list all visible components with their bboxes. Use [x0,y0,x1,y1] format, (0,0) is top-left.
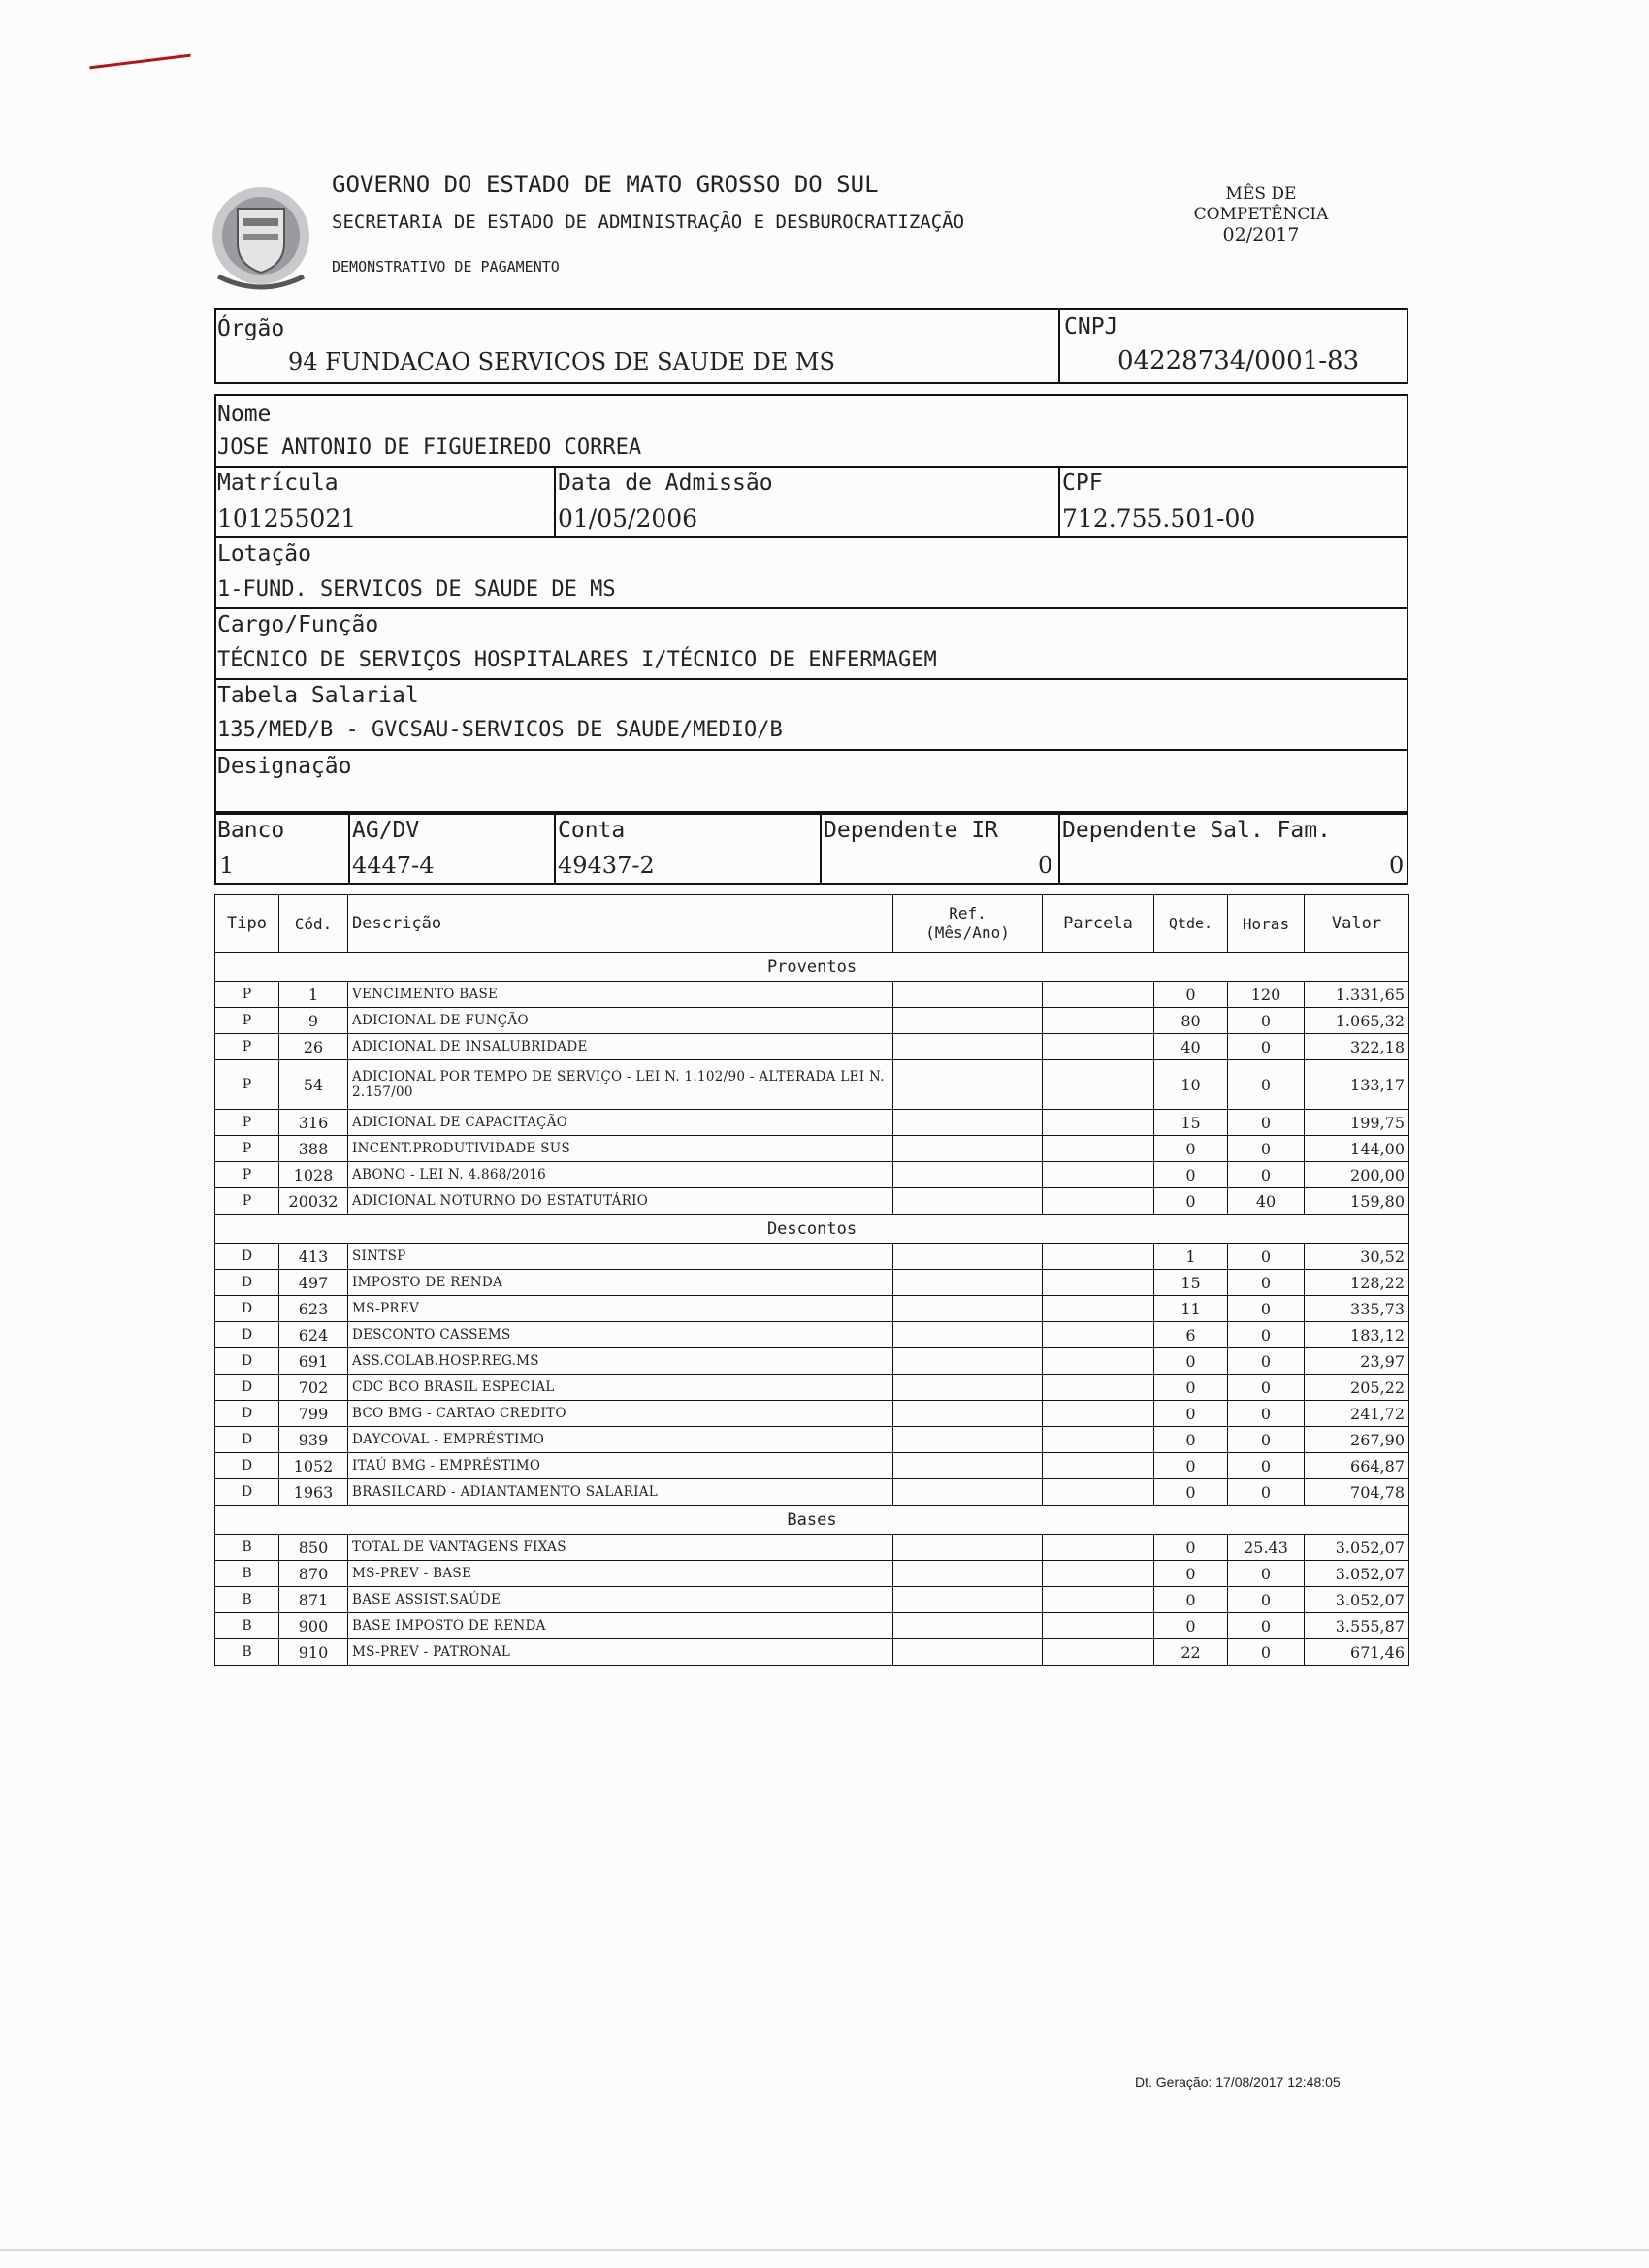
cell-qtde: 10 [1154,1060,1228,1110]
table-body [215,953,1409,1666]
table-row [215,1535,1409,1561]
cell-parcela [1043,1110,1154,1136]
cell-tipo: P [215,1110,279,1136]
cell-parcela [1043,1296,1154,1322]
cell-valor: 133,17 [1305,1060,1409,1110]
col-horas: Horas [1228,895,1305,953]
cell-valor: 200,00 [1305,1162,1409,1188]
orgao-value: 94 FUNDACAO SERVICOS DE SAUDE DE MS [288,348,835,375]
cell-valor: 671,46 [1305,1639,1409,1666]
cell-valor: 183,12 [1305,1322,1409,1348]
cell-desc: SINTSP [348,1244,893,1270]
cell-ref [893,1110,1043,1136]
cell-ref [893,1244,1043,1270]
cell-ref [893,1453,1043,1479]
col-valor: Valor [1305,895,1409,953]
cell-desc: MS-PREV - PATRONAL [348,1639,893,1666]
cell-tipo: P [215,1188,279,1215]
cell-horas: 0 [1228,1479,1305,1506]
cell-cod: 20032 [279,1188,348,1215]
nome-label: Nome [217,402,272,427]
cell-desc: MS-PREV [348,1296,893,1322]
cell-horas: 0 [1228,1348,1305,1375]
cell-valor: 23,97 [1305,1348,1409,1375]
table-row [215,1270,1409,1296]
cell-desc: ADICIONAL DE CAPACITAÇÃO [348,1110,893,1136]
cell-horas: 0 [1228,1008,1305,1034]
cell-tipo: B [215,1535,279,1561]
cell-ref [893,1348,1043,1375]
cell-cod: 624 [279,1322,348,1348]
cell-valor: 128,22 [1305,1270,1409,1296]
cell-cod: 870 [279,1561,348,1587]
cell-tipo: D [215,1348,279,1375]
col-ref-line1: Ref. [949,904,986,923]
cell-desc: ITAÚ BMG - EMPRÉSTIMO [348,1453,893,1479]
cell-parcela [1043,982,1154,1008]
dep-sal-value: 0 [1389,852,1405,879]
cell-qtde: 0 [1154,1613,1228,1639]
cell-horas: 0 [1228,1110,1305,1136]
lotacao-value: 1-FUND. SERVICOS DE SAUDE DE MS [217,577,616,601]
cell-valor: 704,78 [1305,1479,1409,1506]
state-crest-icon [209,179,313,294]
cell-horas: 0 [1228,1453,1305,1479]
cell-qtde: 0 [1154,1188,1228,1215]
col-tipo: Tipo [215,895,279,953]
cargo-label: Cargo/Função [217,612,379,637]
table-header-row [215,895,1409,953]
cell-desc: VENCIMENTO BASE [348,982,893,1008]
mes-label: MÊS DE [1225,184,1297,204]
cell-cod: 1052 [279,1453,348,1479]
cell-valor: 335,73 [1305,1296,1409,1322]
cell-parcela [1043,1613,1154,1639]
cell-tipo: D [215,1453,279,1479]
cell-tipo: D [215,1244,279,1270]
cell-valor: 267,90 [1305,1427,1409,1453]
cell-horas: 0 [1228,1322,1305,1348]
cell-qtde: 0 [1154,1401,1228,1427]
tabela-label: Tabela Salarial [217,683,419,708]
table-row [215,1348,1409,1375]
cell-tipo: D [215,1322,279,1348]
cell-valor: 664,87 [1305,1453,1409,1479]
cell-desc: CDC BCO BRASIL ESPECIAL [348,1375,893,1401]
cell-desc: ADICIONAL DE FUNÇÃO [348,1008,893,1034]
cell-qtde: 80 [1154,1008,1228,1034]
table-row [215,1639,1409,1666]
cell-desc: ADICIONAL DE INSALUBRIDADE [348,1034,893,1060]
cell-tipo: D [215,1270,279,1296]
cell-cod: 623 [279,1296,348,1322]
cell-ref [893,1034,1043,1060]
cell-parcela [1043,1427,1154,1453]
cell-parcela [1043,1587,1154,1613]
cell-qtde: 0 [1154,1162,1228,1188]
cell-horas: 0 [1228,1270,1305,1296]
cell-desc: BASE IMPOSTO DE RENDA [348,1613,893,1639]
table-row [215,1136,1409,1162]
cell-parcela [1043,1375,1154,1401]
cell-qtde: 1 [1154,1244,1228,1270]
cell-valor: 322,18 [1305,1034,1409,1060]
cell-tipo: P [215,1008,279,1034]
cell-ref [893,1296,1043,1322]
cell-parcela [1043,1535,1154,1561]
cell-desc: IMPOSTO DE RENDA [348,1270,893,1296]
gov-title: GOVERNO DO ESTADO DE MATO GROSSO DO SUL [332,171,879,198]
cell-ref [893,1587,1043,1613]
tabela-value: 135/MED/B - GVCSAU-SERVICOS DE SAUDE/MEDIO/B [217,718,783,742]
cell-cod: 939 [279,1427,348,1453]
cell-cod: 26 [279,1034,348,1060]
col-qtde: Qtde. [1154,895,1228,953]
cell-valor: 3.052,07 [1305,1535,1409,1561]
cell-horas: 0 [1228,1561,1305,1587]
conta-value: 49437-2 [558,852,655,879]
dep-sal-label: Dependente Sal. Fam. [1062,818,1331,843]
section-title: Bases [215,1506,1409,1535]
cell-ref [893,1270,1043,1296]
cell-ref [893,1613,1043,1639]
cell-valor: 30,52 [1305,1244,1409,1270]
cell-cod: 691 [279,1348,348,1375]
cell-qtde: 0 [1154,1535,1228,1561]
cell-horas: 0 [1228,1639,1305,1666]
cell-horas: 120 [1228,982,1305,1008]
table-row [215,1427,1409,1453]
table-row [215,1034,1409,1060]
cell-desc: TOTAL DE VANTAGENS FIXAS [348,1535,893,1561]
cell-parcela [1043,1348,1154,1375]
cell-parcela [1043,1479,1154,1506]
cell-desc: BASE ASSIST.SAÚDE [348,1587,893,1613]
cell-desc: ADICIONAL NOTURNO DO ESTATUTÁRIO [348,1188,893,1215]
cell-tipo: P [215,1034,279,1060]
cell-horas: 0 [1228,1136,1305,1162]
cell-parcela [1043,1060,1154,1110]
cell-qtde: 0 [1154,1427,1228,1453]
cell-parcela [1043,1453,1154,1479]
cell-parcela [1043,1034,1154,1060]
table-row [215,1561,1409,1587]
cell-qtde: 0 [1154,1136,1228,1162]
section-title: Proventos [215,953,1409,982]
cell-ref [893,1322,1043,1348]
cell-horas: 0 [1228,1427,1305,1453]
section-title: Descontos [215,1215,1409,1244]
cell-cod: 316 [279,1110,348,1136]
cell-horas: 0 [1228,1401,1305,1427]
cell-ref [893,1188,1043,1215]
matricula-label: Matrícula [217,470,339,496]
table-row [215,1322,1409,1348]
cell-cod: 702 [279,1375,348,1401]
cell-tipo: B [215,1561,279,1587]
red-pen-mark [89,54,191,70]
cell-cod: 850 [279,1535,348,1561]
cell-cod: 900 [279,1613,348,1639]
dep-ir-label: Dependente IR [824,818,999,843]
cell-desc: ADICIONAL POR TEMPO DE SERVIÇO - LEI N. 1.102/90 - ALTERADA LEI N. 2.157/00 [348,1060,893,1110]
cell-ref [893,1479,1043,1506]
cell-qtde: 0 [1154,1453,1228,1479]
secretaria-title: SECRETARIA DE ESTADO DE ADMINISTRAÇÃO E DESBUROCRATIZAÇÃO [332,211,965,233]
cell-cod: 1 [279,982,348,1008]
cell-qtde: 15 [1154,1270,1228,1296]
col-ref [893,895,1043,953]
cnpj-value: 04228734/0001-83 [1117,346,1360,375]
table-row [215,982,1409,1008]
cell-cod: 910 [279,1639,348,1666]
banco-label: Banco [217,818,285,843]
cell-desc: INCENT.PRODUTIVIDADE SUS [348,1136,893,1162]
cell-qtde: 40 [1154,1034,1228,1060]
cell-valor: 241,72 [1305,1401,1409,1427]
cell-desc: ABONO - LEI N. 4.868/2016 [348,1162,893,1188]
cell-valor: 1.331,65 [1305,982,1409,1008]
cell-horas: 0 [1228,1034,1305,1060]
cpf-label: CPF [1062,470,1103,496]
cell-ref [893,1639,1043,1666]
table-row [215,1244,1409,1270]
cell-desc: BCO BMG - CARTAO CREDITO [348,1401,893,1427]
cell-tipo: D [215,1479,279,1506]
table-row [215,1587,1409,1613]
table-row [215,1401,1409,1427]
cell-horas: 0 [1228,1296,1305,1322]
cell-qtde: 15 [1154,1110,1228,1136]
cell-horas: 0 [1228,1244,1305,1270]
cell-valor: 199,75 [1305,1110,1409,1136]
cell-ref [893,1427,1043,1453]
cell-horas: 0 [1228,1162,1305,1188]
cell-parcela [1043,1561,1154,1587]
geracao-timestamp: Dt. Geração: 17/08/2017 12:48:05 [1135,2074,1341,2090]
cell-qtde: 22 [1154,1639,1228,1666]
table-row [215,1162,1409,1188]
table-row [215,1110,1409,1136]
cell-desc: MS-PREV - BASE [348,1561,893,1587]
cell-parcela [1043,1322,1154,1348]
cnpj-label: CNPJ [1064,314,1118,340]
cell-valor: 159,80 [1305,1188,1409,1215]
cell-parcela [1043,1162,1154,1188]
ag-value: 4447-4 [352,852,435,879]
cell-parcela [1043,1188,1154,1215]
cell-horas: 0 [1228,1613,1305,1639]
cell-cod: 799 [279,1401,348,1427]
cell-cod: 413 [279,1244,348,1270]
cell-tipo: D [215,1427,279,1453]
pay-table [214,894,1408,1666]
ag-label: AG/DV [352,818,420,843]
table-row [215,1479,1409,1506]
cell-cod: 54 [279,1060,348,1110]
cell-tipo: D [215,1296,279,1322]
cell-tipo: D [215,1401,279,1427]
cargo-value: TÉCNICO DE SERVIÇOS HOSPITALARES I/TÉCNICO DE ENFERMAGEM [217,648,937,672]
cell-valor: 144,00 [1305,1136,1409,1162]
cell-desc: BRASILCARD - ADIANTAMENTO SALARIAL [348,1479,893,1506]
col-desc: Descrição [348,895,893,953]
cell-qtde: 0 [1154,1479,1228,1506]
cell-ref [893,1162,1043,1188]
cell-cod: 871 [279,1587,348,1613]
page-edge [0,2249,1649,2251]
banco-value: 1 [219,852,235,879]
admissao-value: 01/05/2006 [558,504,698,533]
table-row [215,1008,1409,1034]
cell-valor: 205,22 [1305,1375,1409,1401]
doc-type: DEMONSTRATIVO DE PAGAMENTO [332,258,560,275]
cell-parcela [1043,1244,1154,1270]
cell-ref [893,1136,1043,1162]
cell-cod: 497 [279,1270,348,1296]
admissao-label: Data de Admissão [558,470,773,496]
cell-qtde: 6 [1154,1322,1228,1348]
cell-cod: 388 [279,1136,348,1162]
cell-ref [893,1060,1043,1110]
competencia-value: 02/2017 [1222,224,1300,245]
cell-qtde: 0 [1154,1587,1228,1613]
cell-ref [893,982,1043,1008]
cell-horas: 40 [1228,1188,1305,1215]
table-row [215,1296,1409,1322]
cell-horas: 0 [1228,1587,1305,1613]
nome-value: JOSE ANTONIO DE FIGUEIREDO CORREA [217,436,642,460]
cell-ref [893,1375,1043,1401]
cell-qtde: 0 [1154,982,1228,1008]
cell-horas: 0 [1228,1375,1305,1401]
conta-label: Conta [558,818,626,843]
table-row [215,1060,1409,1110]
cell-valor: 1.065,32 [1305,1008,1409,1034]
cell-cod: 1028 [279,1162,348,1188]
cell-ref [893,1401,1043,1427]
cell-ref [893,1535,1043,1561]
cell-tipo: P [215,1162,279,1188]
cell-parcela [1043,1008,1154,1034]
orgao-label: Órgão [217,316,285,341]
cell-desc: ASS.COLAB.HOSP.REG.MS [348,1348,893,1375]
table-row [215,1375,1409,1401]
cell-tipo: D [215,1375,279,1401]
section-row [215,1215,1409,1244]
cell-valor: 3.555,87 [1305,1613,1409,1639]
cell-parcela [1043,1270,1154,1296]
cell-tipo: P [215,1060,279,1110]
cell-tipo: P [215,982,279,1008]
cell-desc: DAYCOVAL - EMPRÉSTIMO [348,1427,893,1453]
cell-valor: 3.052,07 [1305,1587,1409,1613]
dep-ir-value: 0 [1038,852,1053,879]
cell-tipo: B [215,1613,279,1639]
cell-parcela [1043,1639,1154,1666]
mes-competencia [1193,184,1329,245]
cell-tipo: P [215,1136,279,1162]
col-parcela: Parcela [1043,895,1154,953]
cell-cod: 9 [279,1008,348,1034]
cell-cod: 1963 [279,1479,348,1506]
cell-parcela [1043,1401,1154,1427]
matricula-value: 101255021 [217,504,357,533]
cell-qtde: 0 [1154,1561,1228,1587]
cell-desc: DESCONTO CASSEMS [348,1322,893,1348]
table-row [215,1613,1409,1639]
cell-qtde: 11 [1154,1296,1228,1322]
table-row [215,1188,1409,1215]
cell-tipo: B [215,1587,279,1613]
cell-ref [893,1008,1043,1034]
cell-tipo: B [215,1639,279,1666]
competencia-label: COMPETÊNCIA [1193,205,1329,224]
cell-horas: 0 [1228,1060,1305,1110]
col-cod: Cód. [279,895,348,953]
cell-valor: 3.052,07 [1305,1561,1409,1587]
designacao-label: Designação [217,754,352,779]
cell-qtde: 0 [1154,1375,1228,1401]
lotacao-label: Lotação [217,541,311,567]
cell-parcela [1043,1136,1154,1162]
cell-horas: 25.43 [1228,1535,1305,1561]
cpf-value: 712.755.501-00 [1062,504,1256,533]
table-row [215,1453,1409,1479]
cell-ref [893,1561,1043,1587]
section-row [215,1506,1409,1535]
section-row [215,953,1409,982]
cell-qtde: 0 [1154,1348,1228,1375]
col-ref-line2: (Mês/Ano) [925,923,1010,942]
